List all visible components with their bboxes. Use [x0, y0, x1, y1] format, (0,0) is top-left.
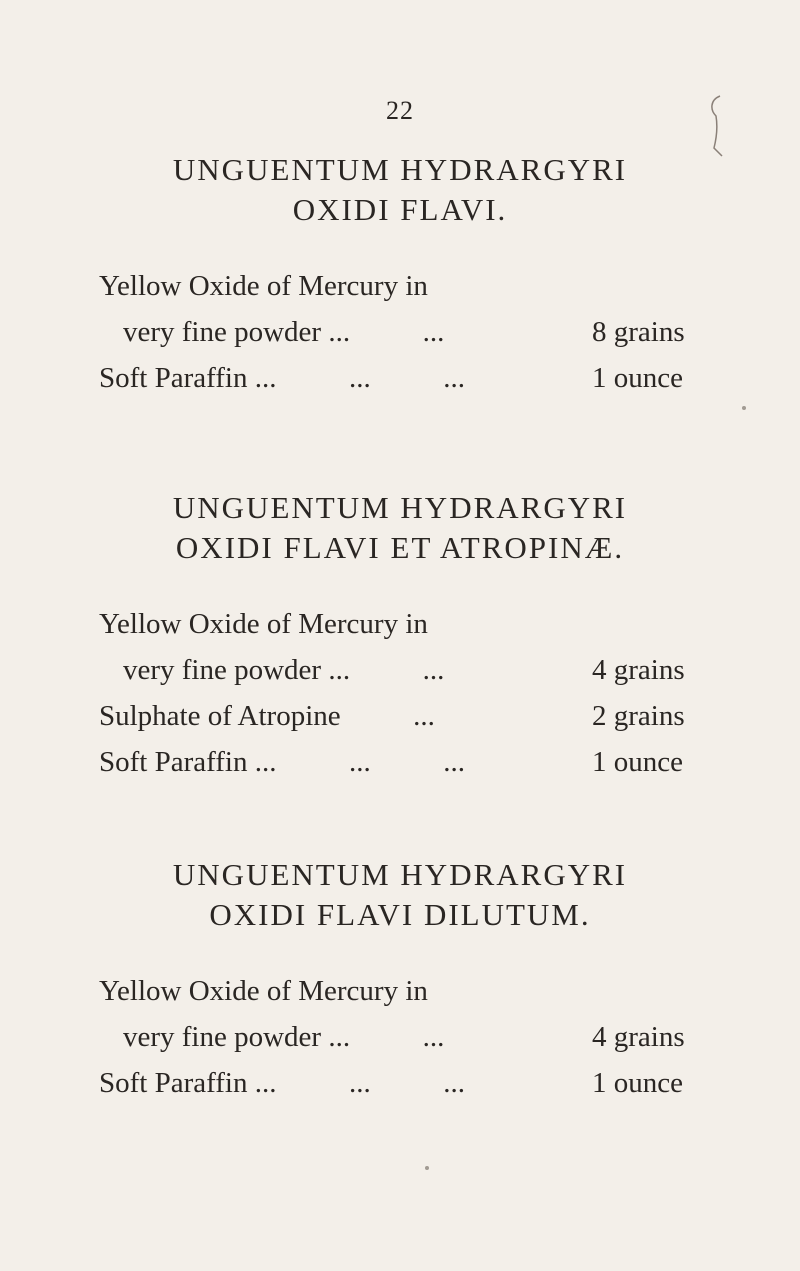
ingredient-quantity: 8 grains	[592, 316, 685, 348]
ingredient-name: Soft Paraffin ... ... ...	[99, 1067, 465, 1099]
ingredient-row	[0, 742, 800, 788]
ingredient-quantity: 2 grains	[592, 700, 685, 732]
recipe-title	[0, 150, 800, 230]
paper-speck	[742, 406, 746, 410]
ingredient-list	[0, 604, 800, 788]
ingredient-row	[0, 971, 800, 1017]
recipe-title-line: UNGUENTUM HYDRARGYRI	[172, 152, 628, 187]
recipe-title-line: UNGUENTUM HYDRARGYRI	[172, 857, 628, 892]
recipe-title-line: UNGUENTUM HYDRARGYRI	[172, 490, 628, 525]
ingredient-row	[0, 696, 800, 742]
recipe-title-line: OXIDI FLAVI DILUTUM.	[209, 897, 591, 932]
ingredient-name: very fine powder ... ...	[123, 316, 445, 348]
ingredient-row	[0, 1017, 800, 1063]
ingredient-name: very fine powder ... ...	[123, 1021, 445, 1053]
ingredient-quantity: 4 grains	[592, 1021, 685, 1053]
ingredient-name: Yellow Oxide of Mercury in	[99, 975, 428, 1007]
recipe-section	[0, 488, 800, 788]
ingredient-row	[0, 266, 800, 312]
recipe-title	[0, 488, 800, 568]
recipe-section	[0, 150, 800, 404]
ingredient-row	[0, 650, 800, 696]
recipe-section	[0, 855, 800, 1109]
recipe-title	[0, 855, 800, 935]
ingredient-list	[0, 971, 800, 1109]
ingredient-name: Soft Paraffin ... ... ...	[99, 746, 465, 778]
ingredient-row	[0, 1063, 800, 1109]
recipe-title-line: OXIDI FLAVI ET ATROPINÆ.	[175, 530, 625, 565]
paper-speck	[425, 1166, 429, 1170]
ingredient-list	[0, 266, 800, 404]
recipe-title-line: OXIDI FLAVI.	[292, 192, 508, 227]
ingredient-row	[0, 312, 800, 358]
ingredient-name: Yellow Oxide of Mercury in	[99, 270, 428, 302]
page-number: 22	[386, 96, 414, 125]
ingredient-name: very fine powder ... ...	[123, 654, 445, 686]
ingredient-quantity: 1 ounce	[592, 746, 683, 778]
ingredient-quantity: 1 ounce	[592, 362, 683, 394]
ingredient-name: Sulphate of Atropine ...	[99, 700, 435, 732]
ingredient-row	[0, 604, 800, 650]
ingredient-row	[0, 358, 800, 404]
ingredient-name: Soft Paraffin ... ... ...	[99, 362, 465, 394]
ingredient-quantity: 1 ounce	[592, 1067, 683, 1099]
ingredient-name: Yellow Oxide of Mercury in	[99, 608, 428, 640]
ingredient-quantity: 4 grains	[592, 654, 685, 686]
